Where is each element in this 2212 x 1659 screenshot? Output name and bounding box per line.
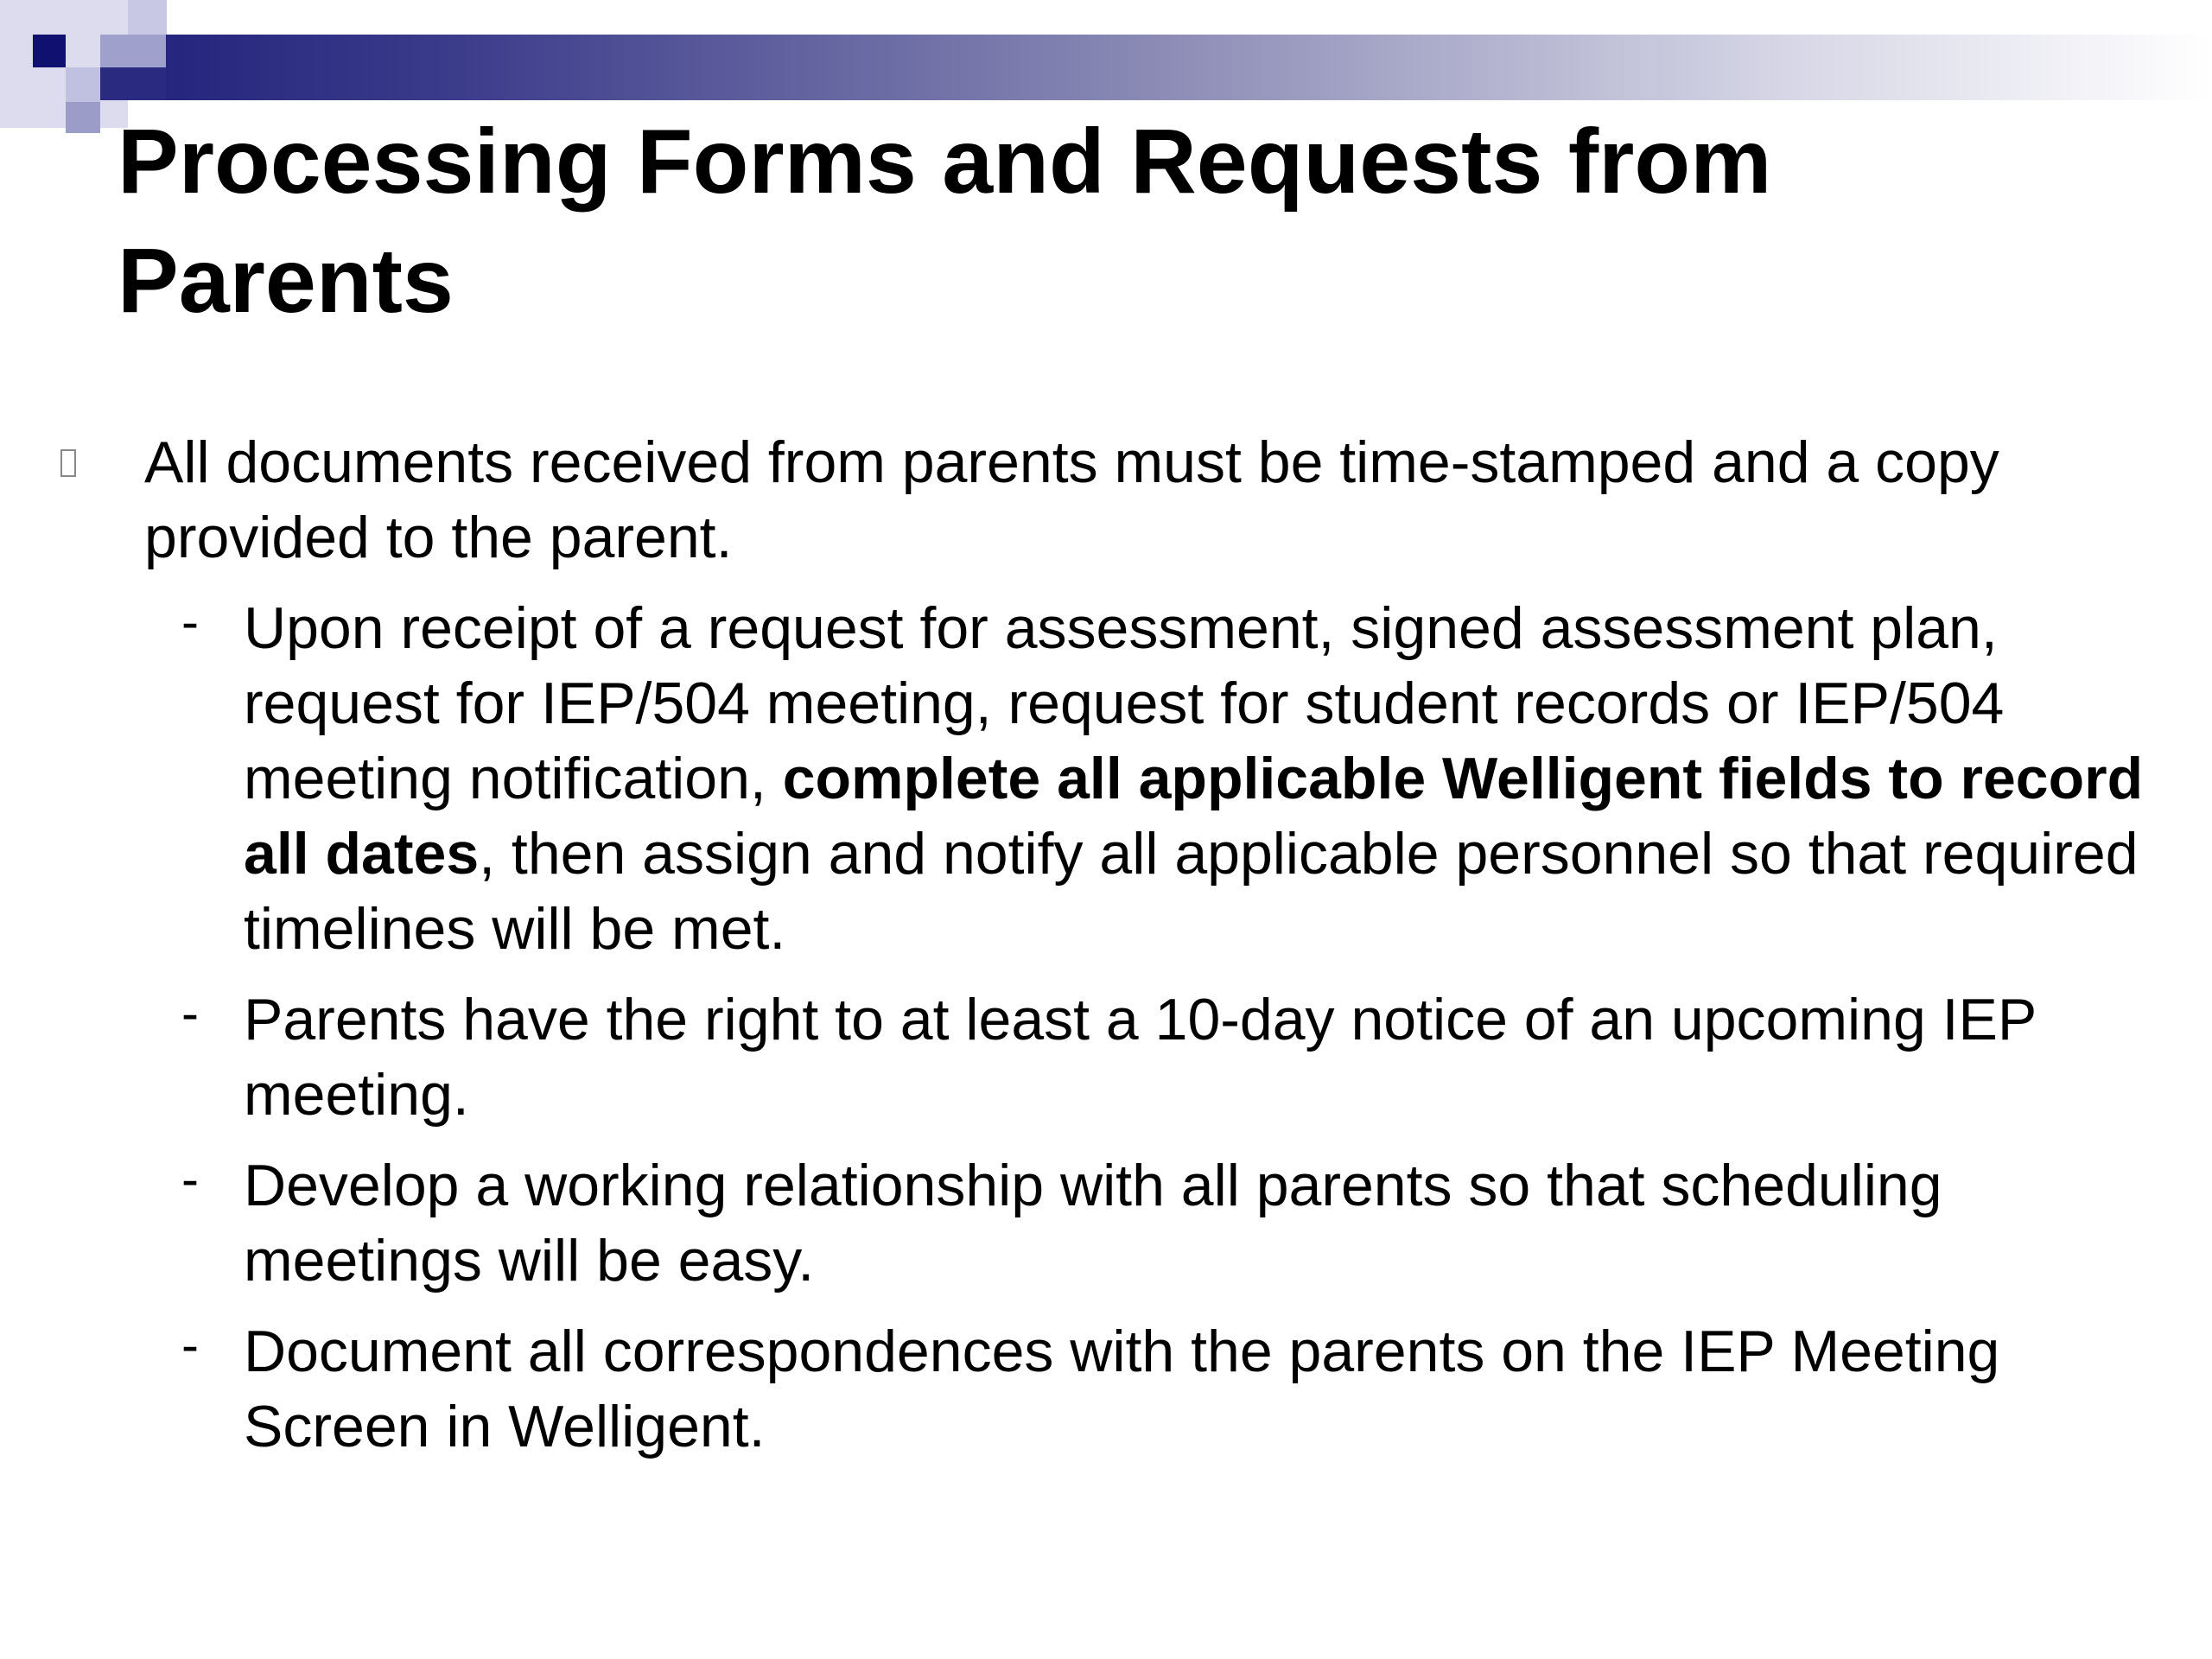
slide-title: Processing Forms and Requests from Parents bbox=[118, 111, 1772, 332]
sub-bullet-text: Parents have the right to at least a 10-day notice of an upcoming IEP meeting. bbox=[244, 987, 2037, 1128]
slide-body bbox=[52, 425, 2160, 1480]
decor-square bbox=[66, 102, 100, 133]
dash-bullet-icon: - bbox=[181, 984, 199, 1042]
dash-bullet-icon: - bbox=[181, 593, 199, 651]
decor-square bbox=[66, 67, 100, 102]
dash-bullet-icon: - bbox=[181, 1316, 199, 1374]
dash-bullet-icon: - bbox=[181, 1150, 199, 1208]
decor-square bbox=[100, 67, 166, 100]
sub-bullet-item bbox=[52, 1148, 2160, 1299]
sub-bullet-bold-text: complete all applicable Welligent fields to record all dates bbox=[244, 746, 2144, 887]
sub-bullet-item bbox=[52, 982, 2160, 1133]
decor-square bbox=[100, 35, 166, 67]
bullet-text: All documents received from parents must be time-stamped and a copy provided to the parent. bbox=[144, 429, 1999, 570]
bullet-item bbox=[52, 425, 2160, 575]
sub-bullet-text: Document all correspondences with the parents on the IEP Meeting Screen in Welligent. bbox=[244, 1319, 2000, 1459]
decor-square bbox=[128, 0, 167, 35]
sub-bullet-item bbox=[52, 591, 2160, 967]
sub-bullet-text: Develop a working relationship with all parents so that scheduling meetings will be easy. bbox=[244, 1153, 1942, 1294]
sub-bullet-item bbox=[52, 1314, 2160, 1465]
decor-square bbox=[33, 35, 66, 67]
square-bullet-icon bbox=[60, 449, 76, 477]
header-gradient-band bbox=[86, 35, 2212, 100]
sub-bullet-text: Upon receipt of a request for assessment, signed assessment plan, request for IEP/504 meeting, request for student records or IEP/504 meeting notification, bbox=[244, 595, 2005, 811]
sub-bullet-text-end: , then assign and notify all applicable personnel so that required timelines will be met. bbox=[244, 821, 2139, 962]
